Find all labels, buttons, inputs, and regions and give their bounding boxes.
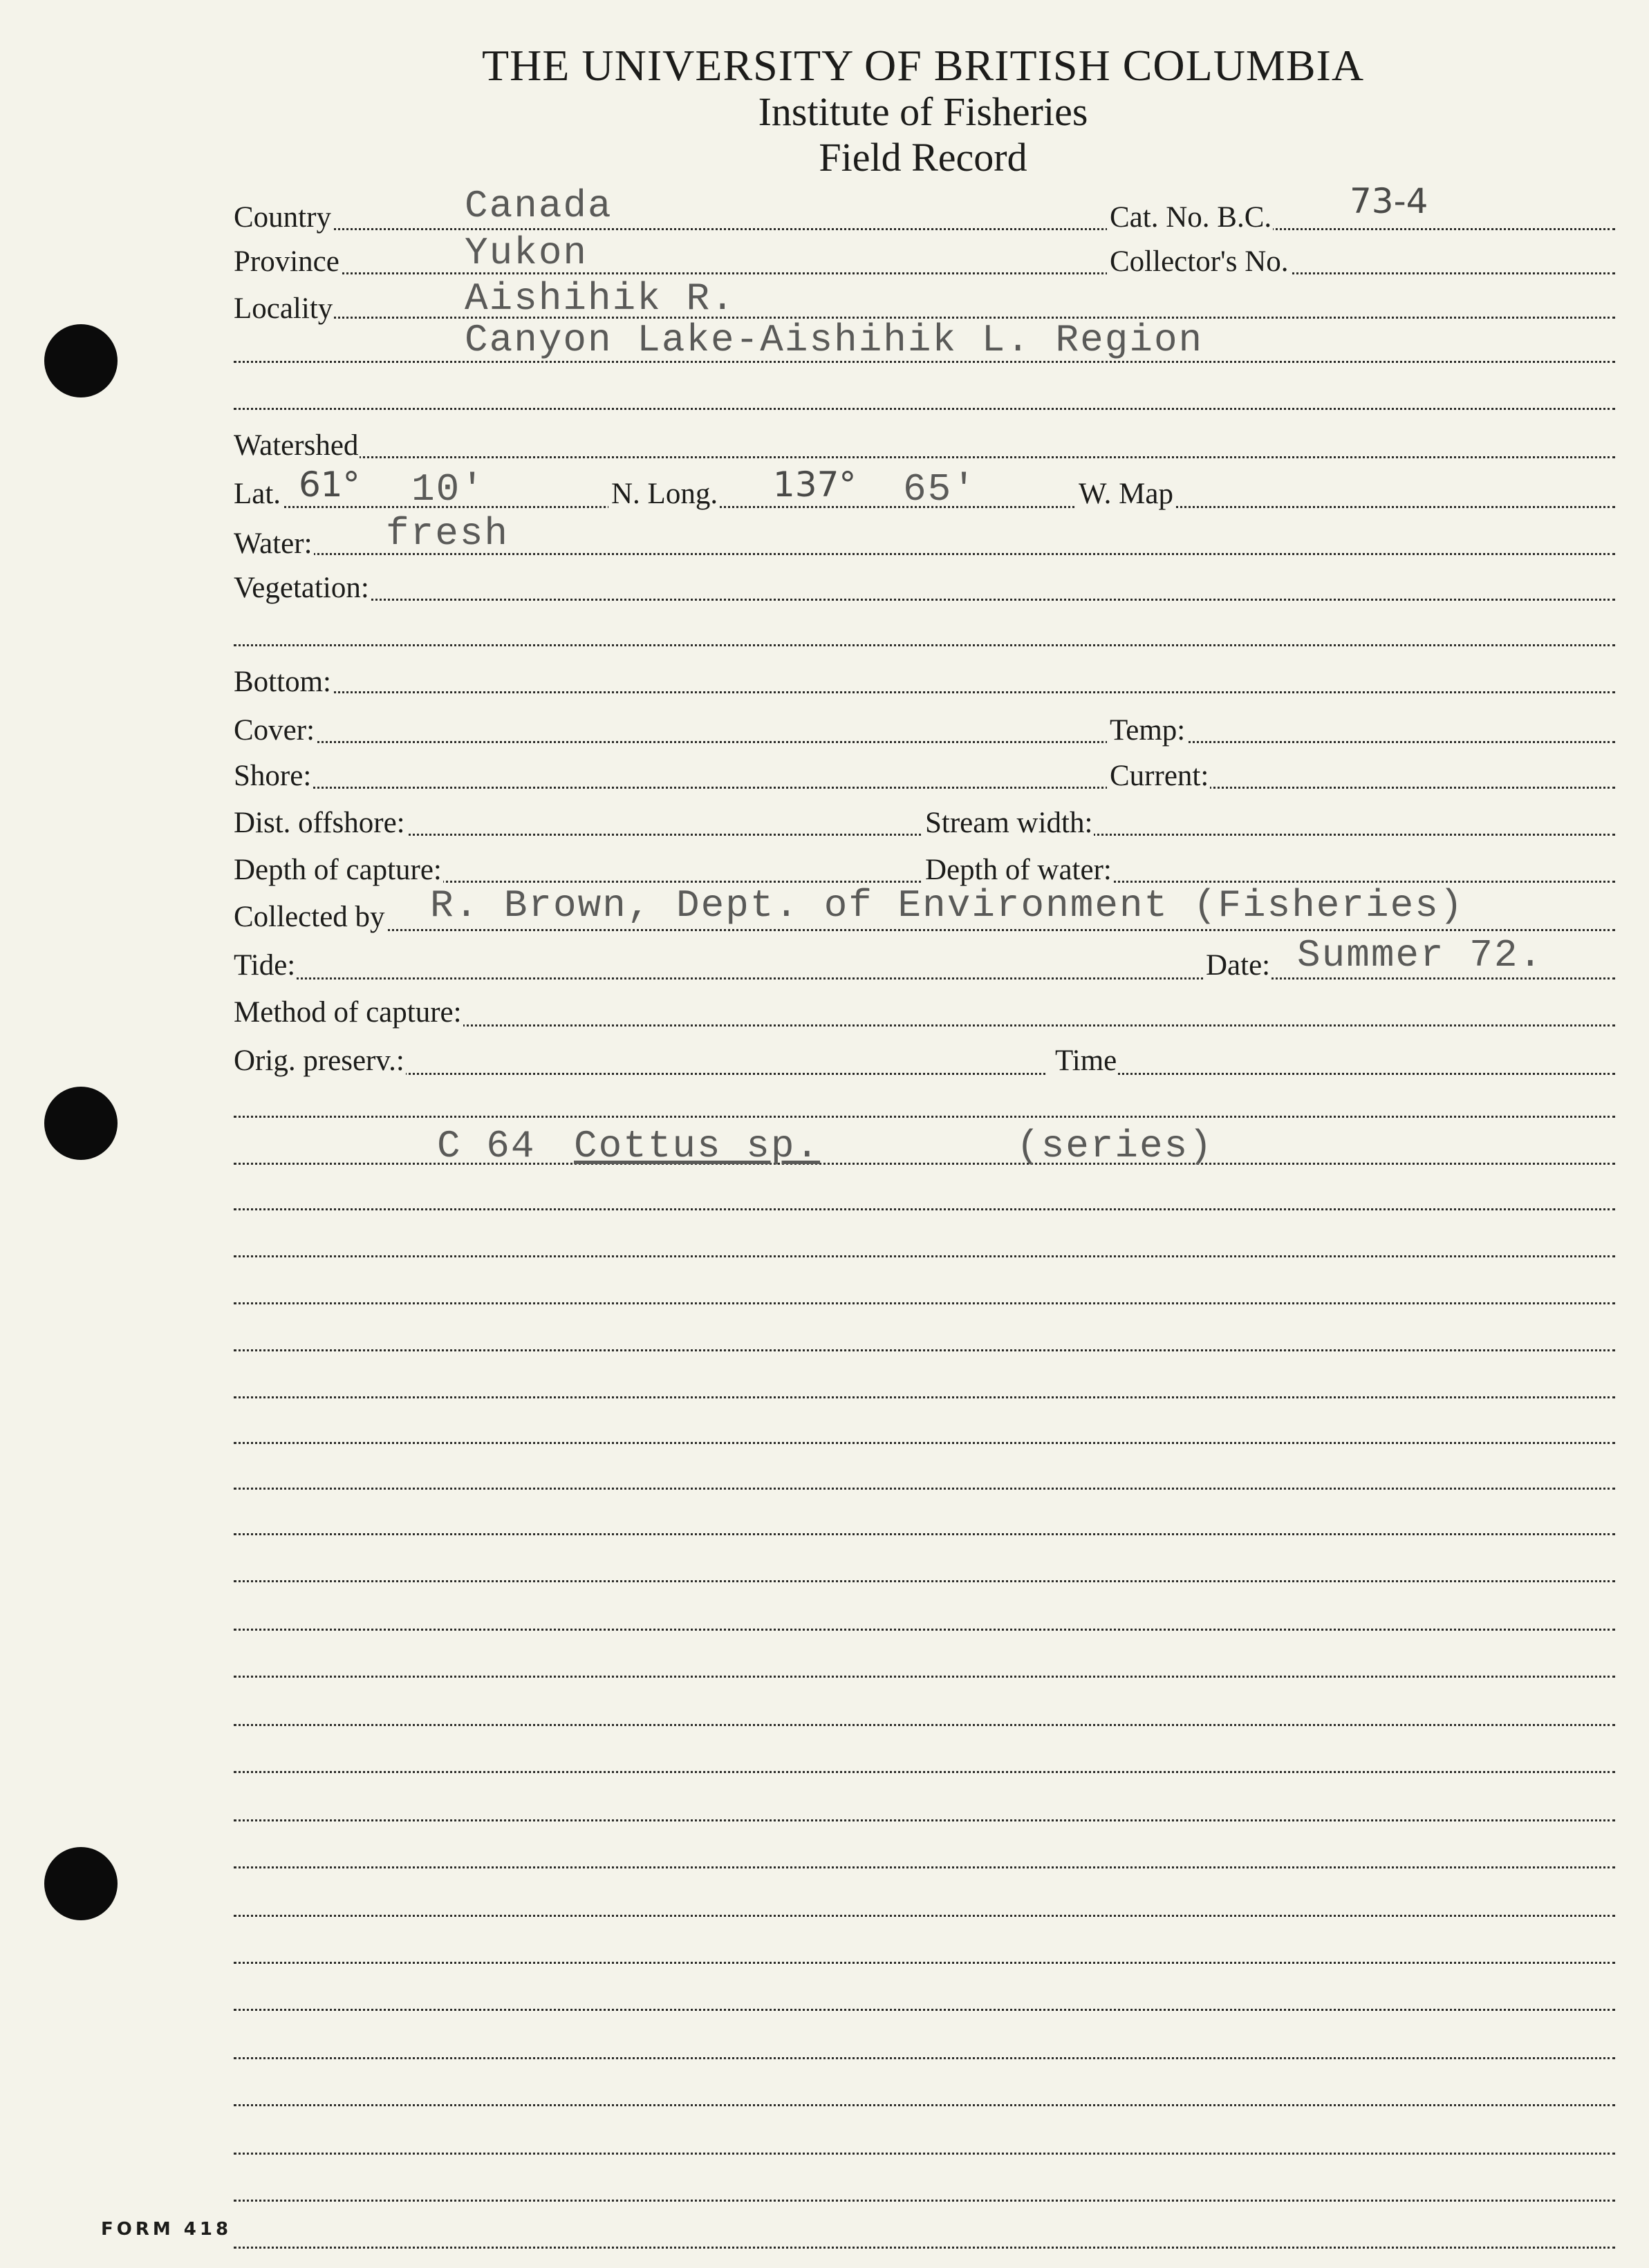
ruled-line: [234, 1676, 1615, 1678]
form-title: Field Record: [819, 135, 1027, 180]
binder-hole-middle: [44, 1087, 118, 1160]
ruled-line: [234, 1819, 1615, 1821]
depth-capture-label: Depth of capture:: [234, 854, 442, 886]
ruled-line: [234, 1533, 1615, 1535]
locality-label: Locality: [234, 292, 333, 325]
province-label: Province: [234, 245, 339, 278]
date-label: Date:: [1203, 948, 1271, 982]
orig-preserv-label: Orig. preserv.:: [234, 1044, 404, 1077]
dist-offshore-label: Dist. offshore:: [234, 807, 405, 839]
n-long-label: N. Long.: [608, 477, 719, 511]
tide-line: [234, 977, 1615, 980]
ruled-line: [234, 2057, 1615, 2059]
ruled-line: [234, 1302, 1615, 1304]
long-minutes-value: 65': [903, 467, 977, 512]
shore-line: [234, 787, 1615, 789]
ruled-line: [234, 1442, 1615, 1444]
water-value: fresh: [386, 512, 510, 556]
locality-value-2: Canyon Lake-Aishihik L. Region: [465, 318, 1204, 362]
locality-line-3: [234, 408, 1615, 410]
shore-label: Shore:: [234, 760, 312, 792]
ruled-line: [234, 1488, 1615, 1490]
specimen-note: (series): [1016, 1124, 1213, 1168]
ruled-line: [234, 1349, 1615, 1351]
institution-title: THE UNIVERSITY OF BRITISH COLUMBIA: [481, 41, 1365, 90]
lat-label: Lat.: [234, 478, 281, 510]
vegetation-line-2: [234, 644, 1615, 646]
date-value: Summer 72.: [1297, 933, 1544, 977]
method-label: Method of capture:: [234, 996, 462, 1029]
province-value: Yukon: [465, 231, 588, 275]
locality-value-1: Aishihik R.: [465, 277, 736, 321]
watershed-label: Watershed: [234, 429, 359, 462]
depth-water-label: Depth of water:: [922, 853, 1113, 887]
lat-degrees-value: 61°: [299, 465, 360, 505]
temp-label: Temp:: [1107, 713, 1186, 747]
ruled-line: [234, 1915, 1615, 1917]
binder-hole-bottom: [44, 1847, 118, 1920]
ruled-line: [234, 1771, 1615, 1773]
collected-by-value: R. Brown, Dept. of Environment (Fisheries): [430, 883, 1464, 928]
form-number: FORM 418: [101, 2219, 232, 2240]
cat-no-label: Cat. No. B.C.: [1107, 200, 1273, 234]
country-value: Canada: [465, 184, 613, 228]
binder-hole-top: [44, 324, 118, 397]
cat-no-value: 73-4: [1350, 181, 1428, 221]
collected-by-label: Collected by: [234, 901, 385, 933]
ruled-line: [234, 2247, 1615, 2249]
ruled-line: [234, 2009, 1615, 2011]
ruled-line: [234, 1580, 1615, 1582]
current-label: Current:: [1107, 759, 1210, 793]
ruled-line: [234, 1629, 1615, 1631]
orig-preserv-line: [234, 1073, 1615, 1075]
vegetation-label: Vegetation:: [234, 572, 369, 604]
long-degrees-value: 137°: [773, 465, 857, 505]
ruled-line: [234, 1962, 1615, 1964]
ruled-line: [234, 2104, 1615, 2106]
watershed-line: [234, 456, 1615, 458]
department-title: Institute of Fisheries: [758, 89, 1088, 134]
time-label: Time: [1045, 1044, 1118, 1078]
blank-line: [234, 1116, 1615, 1118]
ruled-line: [234, 2153, 1615, 2155]
lat-minutes-value: 10': [411, 467, 485, 512]
collectors-no-label: Collector's No.: [1107, 245, 1290, 279]
ruled-line: [234, 1866, 1615, 1868]
specimen-code: C 64: [437, 1124, 536, 1168]
country-label: Country: [234, 201, 331, 234]
cover-line: [234, 741, 1615, 743]
vegetation-line-1: [234, 599, 1615, 601]
bottom-label: Bottom:: [234, 666, 331, 698]
country-line: [234, 228, 1615, 230]
ruled-line: [234, 1255, 1615, 1257]
w-map-label: W. Map: [1076, 477, 1175, 511]
ruled-line: [234, 2200, 1615, 2202]
ruled-line: [234, 1208, 1615, 1210]
cover-label: Cover:: [234, 714, 315, 747]
ruled-line: [234, 1724, 1615, 1726]
tide-label: Tide:: [234, 949, 296, 982]
collected-by-line: [234, 929, 1615, 931]
stream-width-label: Stream width:: [922, 806, 1094, 840]
water-label: Water:: [234, 527, 313, 560]
province-line: [234, 272, 1615, 274]
ruled-line: [234, 1396, 1615, 1398]
bottom-line: [234, 691, 1615, 693]
specimen-name: Cottus sp.: [574, 1124, 821, 1168]
